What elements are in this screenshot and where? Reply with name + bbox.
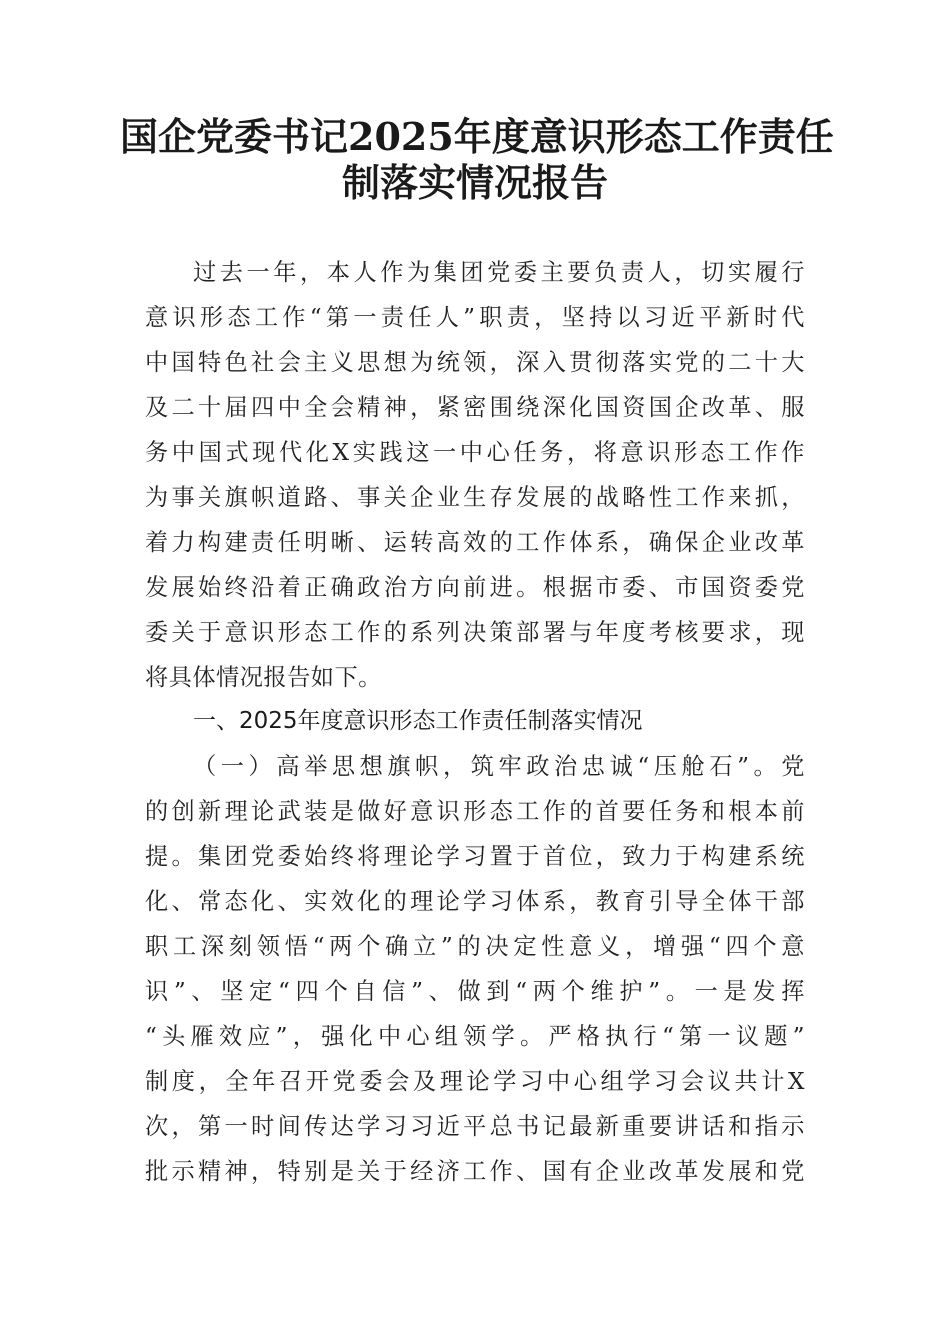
paragraph-line: 的创新理论武装是做好意识形态工作的首要任务和根本前 bbox=[145, 798, 805, 825]
paragraph-line: 识”、坚定“四个自信”、做到“两个维护”。一是发挥 bbox=[145, 978, 805, 1005]
intro-paragraph bbox=[145, 250, 805, 700]
paragraph-line: 化、常态化、实效化的理论学习体系，教育引导全体干部 bbox=[145, 888, 805, 915]
paragraph-line: 将具体情况报告如下。 bbox=[145, 664, 382, 691]
paragraph-line: 为事关旗帜道路、事关企业生存发展的战略性工作来抓， bbox=[145, 484, 805, 511]
paragraph-line: 制度，全年召开党委会及理论学习中心组学习会议共计X bbox=[145, 1068, 805, 1095]
section-heading: 一、2025年度意识形态工作责任制落实情况 bbox=[193, 708, 643, 734]
paragraph-line: （一）高举思想旗帜，筑牢政治忠诚“压舱石”。党 bbox=[193, 753, 805, 780]
section-1-paragraph bbox=[145, 744, 805, 1194]
paragraph-line: 过去一年，本人作为集团党委主要负责人，切实履行 bbox=[193, 259, 805, 286]
paragraph-line: 及二十届四中全会精神，紧密围绕深化国资国企改革、服 bbox=[145, 394, 805, 421]
paragraph-line: 次，第一时间传达学习习近平总书记最新重要讲话和指示 bbox=[145, 1113, 805, 1140]
paragraph-line: “头雁效应”，强化中心组领学。严格执行“第一议题” bbox=[145, 1023, 805, 1050]
paragraph-line: 委关于意识形态工作的系列决策部署与年度考核要求，现 bbox=[145, 619, 805, 646]
document-title-line-2: 制落实情况报告 bbox=[341, 160, 608, 205]
paragraph-line: 提。集团党委始终将理论学习置于首位，致力于构建系统 bbox=[145, 843, 805, 870]
paragraph-line: 中国特色社会主义思想为统领，深入贯彻落实党的二十大 bbox=[145, 349, 805, 376]
paragraph-line: 发展始终沿着正确政治方向前进。根据市委、市国资委党 bbox=[145, 574, 805, 601]
paragraph-line: 着力构建责任明晰、运转高效的工作体系，确保企业改革 bbox=[145, 529, 805, 556]
paragraph-line: 批示精神，特别是关于经济工作、国有企业改革发展和党 bbox=[145, 1158, 805, 1185]
document-title-line-1: 国企党委书记2025年度意识形态工作责任 bbox=[120, 114, 834, 159]
paragraph-line: 务中国式现代化X实践这一中心任务，将意识形态工作作 bbox=[145, 439, 805, 466]
paragraph-line: 职工深刻领悟“两个确立”的决定性意义，增强“四个意 bbox=[145, 933, 805, 960]
paragraph-line: 意识形态工作“第一责任人”职责，坚持以习近平新时代 bbox=[145, 304, 805, 331]
